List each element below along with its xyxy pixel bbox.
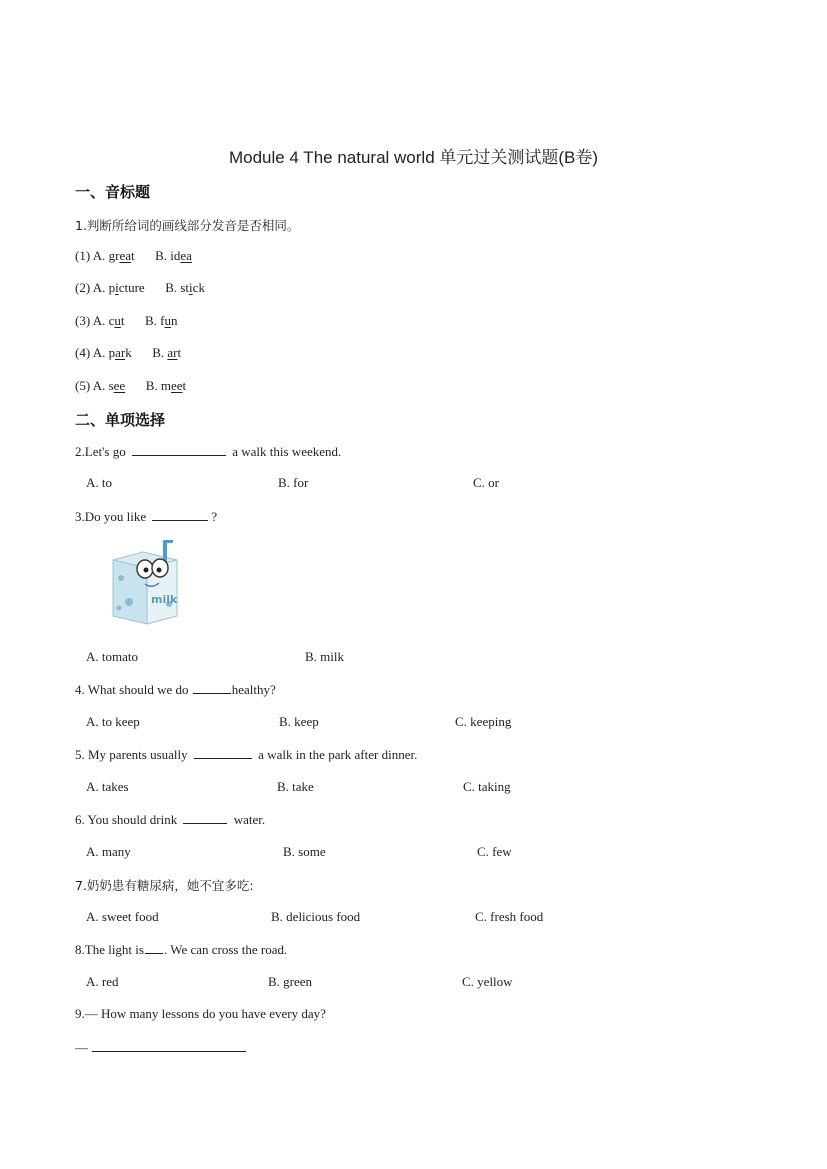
q1-item	[75, 313, 178, 329]
underlined-letters: ea	[119, 248, 131, 263]
option-b[interactable]: B. green	[268, 974, 313, 989]
question-text: healthy?	[231, 682, 276, 697]
option-a[interactable]: A. to	[86, 475, 112, 490]
option-c[interactable]: C. or	[473, 475, 499, 490]
question-2	[75, 443, 341, 460]
word-part: k	[125, 345, 132, 360]
answer-blank[interactable]	[194, 746, 252, 759]
option-b[interactable]: B. keep	[279, 714, 319, 729]
option-b[interactable]: B. delicious food	[271, 909, 361, 924]
q1-item	[75, 345, 181, 361]
word-part: t	[182, 378, 187, 393]
question-4	[75, 681, 276, 698]
item-number: (4) A.	[75, 345, 109, 360]
option-b[interactable]: B. milk	[305, 649, 345, 664]
answer-blank[interactable]	[193, 681, 231, 694]
underlined-letters: i	[189, 280, 193, 295]
word-part: B. id	[155, 248, 181, 263]
section-heading-multiple-choice: 二、单项选择	[75, 411, 166, 429]
q1-item	[75, 248, 192, 264]
answer-blank[interactable]	[183, 811, 227, 824]
question-text: 3.Do you like	[75, 509, 150, 524]
answer-blank[interactable]	[132, 443, 226, 456]
underlined-letters: i	[115, 280, 119, 295]
option-b[interactable]: B. take	[277, 779, 314, 794]
underlined-letters: u	[114, 313, 121, 328]
page-title: Module 4 The natural world 单元过关测试题(B卷)	[228, 148, 599, 167]
word-part: B. f	[145, 313, 165, 328]
option-c[interactable]: C. fresh food	[475, 909, 544, 924]
word-part: cture	[118, 280, 145, 295]
option-a[interactable]: A. takes	[86, 779, 129, 794]
option-a[interactable]: A. red	[86, 974, 119, 989]
question-text: . We can cross the road.	[163, 942, 288, 957]
word-part: ck	[192, 280, 205, 295]
question-text: 6. You should drink	[75, 812, 181, 827]
item-number: (1) A.	[75, 248, 109, 263]
item-number: (5) A.	[75, 378, 109, 393]
question-9: 9.— How many lessons do you have every day?	[75, 1006, 326, 1021]
underlined-letters: ar	[167, 345, 178, 360]
question-text: 2.Let's go	[75, 444, 129, 459]
question-text: a walk in the park after dinner.	[254, 747, 418, 762]
underlined-letters: ee	[171, 378, 183, 393]
answer-blank[interactable]	[145, 941, 163, 954]
word-part: t	[120, 313, 125, 328]
q1-item	[75, 280, 205, 296]
question-text: ?	[211, 509, 218, 524]
milk-label: milk	[151, 593, 178, 606]
underlined-letters: ee	[113, 378, 126, 393]
question-8	[75, 941, 287, 958]
option-b[interactable]: B. for	[278, 475, 309, 490]
question-text: 5. My parents usually	[75, 747, 191, 762]
word-part: B. st	[165, 280, 190, 295]
answer-blank[interactable]	[92, 1039, 246, 1052]
q1-item	[75, 378, 186, 394]
section-heading-phonetics: 一、音标题	[75, 183, 151, 201]
option-a[interactable]: A. many	[86, 844, 131, 859]
word-part: t	[177, 345, 182, 360]
option-c[interactable]: C. yellow	[462, 974, 513, 989]
underlined-letters: ar	[115, 345, 126, 360]
word-part: n	[171, 313, 178, 328]
word-part: B. m	[145, 378, 171, 393]
question-3	[75, 508, 217, 525]
option-c[interactable]: C. few	[477, 844, 512, 859]
word-part: p	[108, 345, 116, 360]
word-part: B.	[152, 345, 168, 360]
question-text: a walk this weekend.	[228, 444, 342, 459]
question-text: 4. What should we do	[75, 682, 192, 697]
option-a[interactable]: A. sweet food	[86, 909, 159, 924]
answer-blank[interactable]	[152, 508, 208, 521]
question-text: water.	[230, 812, 266, 827]
word-part: s	[108, 378, 114, 393]
dash: —	[75, 1040, 88, 1055]
word-part: gr	[108, 248, 120, 263]
question-6	[75, 811, 265, 828]
question-9-answer	[75, 1039, 249, 1056]
option-b[interactable]: B. some	[283, 844, 326, 859]
question-5	[75, 746, 417, 763]
q1-prompt: 1.判断所给词的画线部分发音是否相同。	[75, 218, 300, 233]
question-7: 7.奶奶患有糖尿病，她不宜多吃:	[75, 878, 254, 893]
item-number: (2) A.	[75, 280, 109, 295]
word-part: p	[108, 280, 116, 295]
underlined-letters: u	[164, 313, 171, 328]
option-c[interactable]: C. taking	[463, 779, 511, 794]
option-a[interactable]: A. to keep	[86, 714, 140, 729]
option-a[interactable]: A. tomato	[86, 649, 138, 664]
milk-carton-image	[105, 538, 185, 628]
question-text: 8.The light is	[75, 942, 144, 957]
underlined-letters: ea	[180, 248, 192, 263]
word-part: c	[108, 313, 115, 328]
item-number: (3) A.	[75, 313, 109, 328]
option-c[interactable]: C. keeping	[455, 714, 512, 729]
word-part: t	[130, 248, 135, 263]
